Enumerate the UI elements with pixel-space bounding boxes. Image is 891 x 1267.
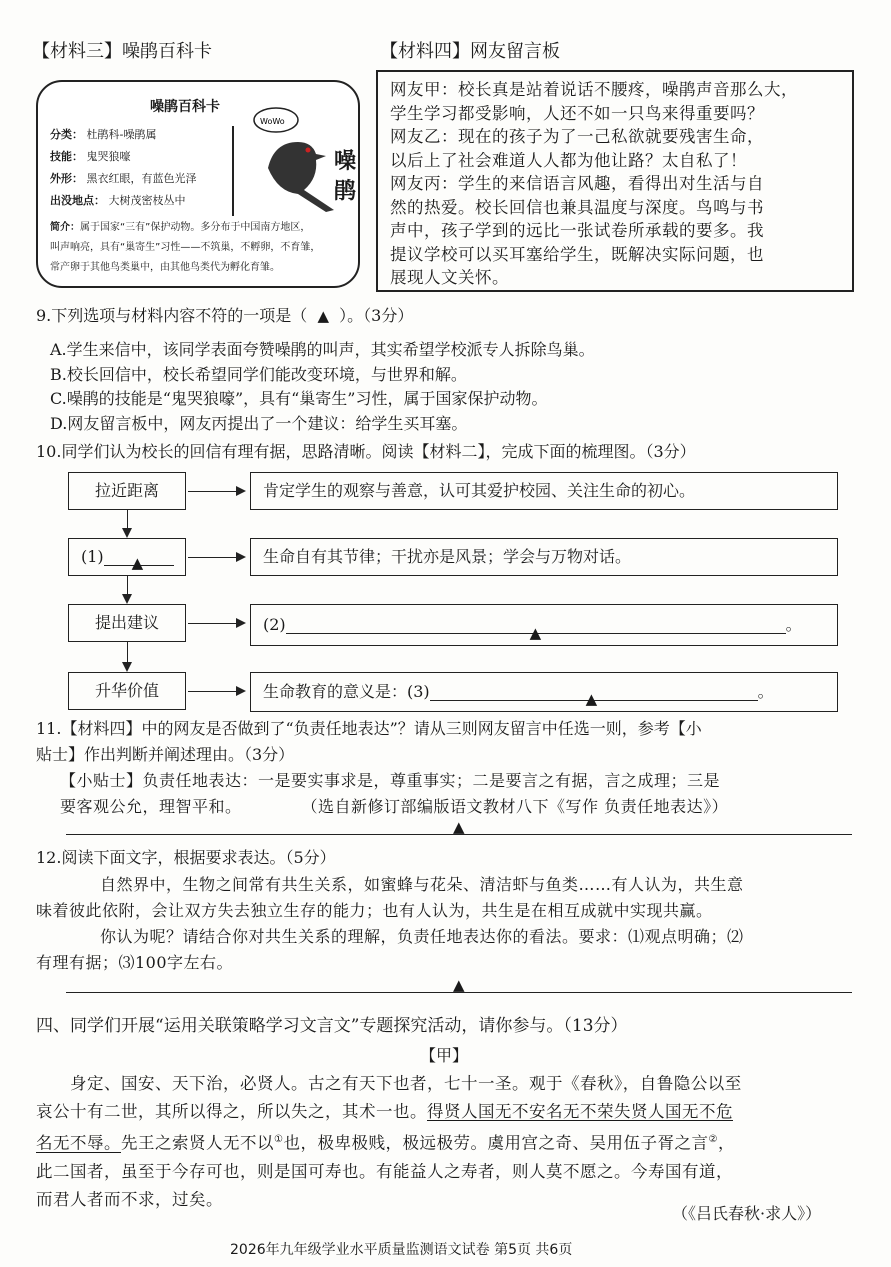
passage-text: 哀公十有二世，其所以得之，所以失之，其术一也。 xyxy=(36,1102,427,1121)
q12-passage xyxy=(36,872,744,976)
message-lines xyxy=(390,78,798,290)
passage-text: 也，极卑极贱，极远极劳。虞用宫之奇、吴用伍子胥之言 xyxy=(283,1133,709,1153)
q9-stem-text: 9.下列选项与材料内容不符的一项是（ xyxy=(36,306,308,325)
message-line: 以后上了社会难道人人都为他让路？太自私了！ xyxy=(390,150,747,170)
answer-marker: ▲ xyxy=(529,624,542,642)
row-key: 技能： xyxy=(50,150,83,163)
q9-tail: ）。（3分） xyxy=(339,306,414,325)
intro-line: 常产卵于其他鸟类巢中，由其他鸟类代为孵化育雏。 xyxy=(50,262,280,273)
flow-arrow-right xyxy=(188,491,244,492)
option-d: D.网友留言板中，网友丙提出了一个建议：给学生买耳塞。 xyxy=(50,413,468,433)
flow-right-1: 肯定学生的观察与善意，认可其爱护校园、关注生命的初心。 xyxy=(250,472,838,510)
message-board xyxy=(376,70,854,292)
footnote-mark: ① xyxy=(274,1134,284,1145)
section4-sub: 【甲】 xyxy=(420,1046,469,1065)
bird-body xyxy=(268,142,334,212)
flow-left-2 xyxy=(68,538,186,576)
card-title: 噪鹃百科卡 xyxy=(150,99,220,115)
blank-label: (1) xyxy=(81,547,104,566)
message-line: 网友甲：校长真是站着说话不腰疼，噪鹃声音那么大， xyxy=(390,80,798,99)
flow-right-4 xyxy=(250,672,838,712)
row-value: 大树茂密枝丛中 xyxy=(108,194,186,207)
q11-line: 11.【材料四】中的网友是否做到了“负责任地表达”？请从三则网友留言中任选一则，参考【小 xyxy=(36,719,702,738)
row-value: 杜鹃科-噪鹃属 xyxy=(86,128,157,141)
row-key: 出没地点： xyxy=(50,194,105,207)
option-c: C.噪鹃的技能是“鬼哭狼嚎”，具有“巢寄生”习性，属于国家保护动物。 xyxy=(50,389,548,408)
intro-line: 属于国家“三有”保护动物。多分布于中国南方地区， xyxy=(80,222,311,233)
tip-line: 【小贴士】负责任地表达：一是要实事求是，尊重事实；二是要言之有据，言之成理；三是 xyxy=(60,771,721,790)
intro-key: 简介： xyxy=(50,222,80,233)
flow-right-2: 生命自有其节律；干扰亦是风景；学会与万物对话。 xyxy=(250,538,838,576)
card-intro xyxy=(50,218,350,278)
q12-line: 味着彼此依附，会让双方失去独立生存的能力；也有人认为，共生是在相互成就中实现共赢。 xyxy=(36,901,713,920)
message-line: 然的热爱。校长回信也兼具温度与深度。鸟鸣与书 xyxy=(390,197,764,217)
material3-title: 【材料三】噪鹃百科卡 xyxy=(32,41,212,62)
flow-arrow-right xyxy=(188,557,244,558)
q12-line: 有理有据；⑶100字左右。 xyxy=(36,953,234,972)
passage-line: 此二国者，虽至于今存可也，则是国可寿也。有能益人之寿者，则人莫不愿之。今寿国有道， xyxy=(36,1161,733,1181)
passage-text: 先王之索贤人无不以 xyxy=(121,1133,274,1153)
passage-text: ， xyxy=(717,1133,735,1153)
message-line: 学生学习都受影响，人还不如一只鸟来得重要吗？ xyxy=(390,103,764,123)
passage-line: 而君人者而不求，过矣。 xyxy=(36,1189,223,1209)
flow-arrow-right xyxy=(188,691,244,692)
flow-right-3 xyxy=(250,604,838,646)
material4-title: 【材料四】网友留言板 xyxy=(380,41,560,62)
period: 。 xyxy=(757,682,774,701)
page-footer: 2026年九年级学业水平质量监测语文试卷 第5页 共6页 xyxy=(230,1242,573,1258)
row-value: 黑衣红眼，有蓝色光泽 xyxy=(86,172,197,185)
q9-stem xyxy=(36,304,413,328)
flow-arrow-down xyxy=(127,510,128,536)
flow-arrow-down xyxy=(127,642,128,670)
q10-stem: 10.同学们认为校长的回信有理有据，思路清晰。阅读【材料二】，完成下面的梳理图。（3分） xyxy=(36,442,696,461)
message-line: 提议学校可以买耳塞给学生，既解决实际问题，也 xyxy=(390,244,764,264)
q12-line: 你认为呢？请结合你对共生关系的理解，负责任地表达你的看法。要求：⑴观点明确；⑵ xyxy=(100,927,744,946)
card-divider xyxy=(232,126,234,216)
row-key: 外形： xyxy=(50,172,83,185)
message-line: 网友丙：学生的来信语言风趣，看得出对生活与自 xyxy=(390,174,764,193)
message-line: 网友乙：现在的孩子为了一己私欲就要残害生命， xyxy=(390,127,764,146)
tip-line: 要客观公允，理智平和。 xyxy=(60,797,242,816)
q11-line: 贴士】作出判断并阐述理由。（3分） xyxy=(36,745,295,764)
row-key: 分类： xyxy=(50,128,83,141)
answer-marker: ▲ xyxy=(453,976,465,994)
bird-eye xyxy=(306,148,311,153)
underlined-sentence: 得贤人国无不安名无不荣失贤人国无不危 xyxy=(427,1102,733,1121)
answer-marker: ▲ xyxy=(453,818,465,836)
q9-options xyxy=(50,338,595,436)
side-text: 噪 鹃 xyxy=(333,148,356,204)
q12-line: 自然界中，生物之间常有共生关系，如蜜蜂与花朵、清洁虾与鱼类……有人认为，共生意 xyxy=(100,875,744,894)
card-rows xyxy=(50,124,197,212)
intro-line: 叫声响亮，具有“巢寄生”习性——不筑巢，不孵卵，不育雏， xyxy=(50,242,321,253)
classical-passage xyxy=(36,1070,742,1214)
flow-arrow-down xyxy=(127,576,128,602)
q11-stem xyxy=(36,716,702,768)
passage-line: 身定、国安、天下治，必贤人。古之有天下也者，七十一圣。观于《春秋》，自鲁隐公以至 xyxy=(70,1074,742,1093)
footnote-mark: ② xyxy=(708,1134,718,1145)
flow-left-4: 升华价值 xyxy=(68,672,186,710)
bubble-text: WoWo xyxy=(260,117,285,126)
option-b: B.校长回信中，校长希望同学们能改变环境，与世界和解。 xyxy=(50,364,467,384)
option-a: A.学生来信中，该同学表面夸赞噪鹃的叫声，其实希望学校派专人拆除鸟巢。 xyxy=(50,340,595,359)
message-line: 声中，孩子学到的远比一张试卷所承载的要多。我 xyxy=(390,221,764,240)
answer-marker: ▲ xyxy=(131,554,144,572)
row-value: 鬼哭狼嚎 xyxy=(86,150,131,163)
message-line: 展现人文关怀。 xyxy=(390,268,509,287)
flow-arrow-right xyxy=(188,623,244,624)
flow-left-3: 提出建议 xyxy=(68,604,186,642)
underlined-sentence: 名无不辱。 xyxy=(36,1133,121,1153)
answer-marker: ▲ xyxy=(585,690,598,708)
period: 。 xyxy=(785,615,802,634)
q11-tip xyxy=(60,768,728,820)
flow-left-1: 拉近距离 xyxy=(68,472,186,510)
passage-source: （《吕氏春秋·求人》） xyxy=(672,1204,822,1223)
material3-card xyxy=(36,80,360,288)
answer-marker: ▲ xyxy=(317,307,329,325)
blank-label: (2) xyxy=(263,615,286,634)
section4-title: 四、同学们开展“运用关联策略学习文言文”专题探究活动，请你参与。（13分） xyxy=(36,1016,628,1036)
q12-stem: 12.阅读下面文字，根据要求表达。（5分） xyxy=(36,848,336,867)
blank-label: 生命教育的意义是：(3) xyxy=(263,682,430,701)
tip-source: （选自新修订部编版语文教材八下《写作 负责任地表达》） xyxy=(301,797,729,816)
